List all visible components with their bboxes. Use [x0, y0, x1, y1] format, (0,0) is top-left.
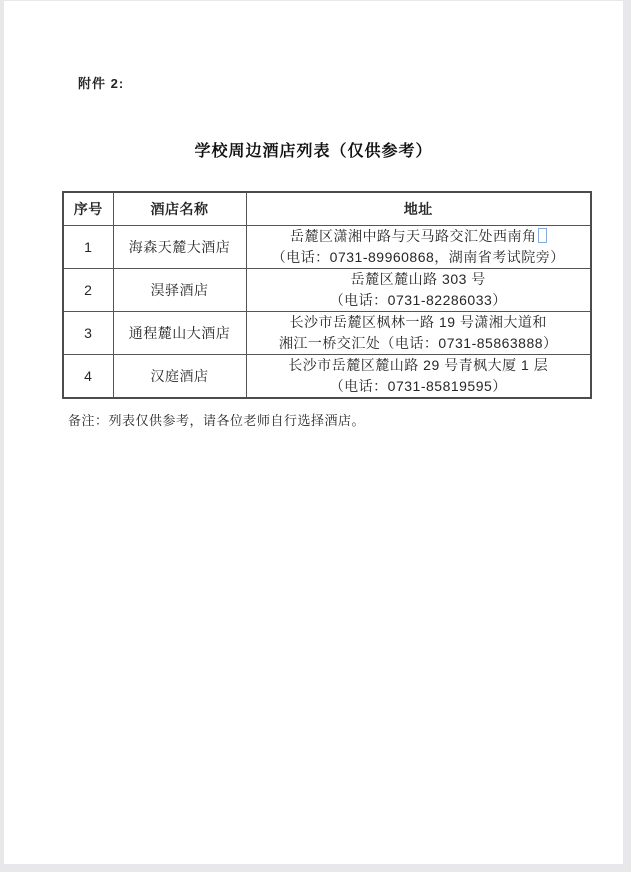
text-cursor-artifact	[538, 228, 547, 243]
cell-no: 3	[63, 311, 113, 354]
cell-no: 2	[63, 268, 113, 311]
cell-hotel-name: 通程麓山大酒店	[113, 311, 246, 354]
table-row	[63, 311, 591, 354]
address-text: 岳麓区麓山路 303 号	[350, 270, 486, 287]
cell-hotel-name: 海森天麓大酒店	[113, 225, 246, 268]
note-text: 备注：列表仅供参考，请各位老师自行选择酒店。	[68, 413, 366, 428]
cell-address	[246, 311, 591, 354]
address-text: 湘江一桥交汇处（电话：0731-85863888）	[278, 334, 558, 351]
address-line	[249, 355, 589, 376]
cell-no: 1	[63, 225, 113, 268]
cell-no: 4	[63, 354, 113, 398]
address-line	[249, 247, 589, 268]
page-title: 学校周边酒店列表（仅供参考）	[194, 143, 433, 160]
cell-hotel-name: 汉庭酒店	[113, 354, 246, 398]
address-text: 长沙市岳麓区麓山路 29 号青枫大厦 1 层	[288, 356, 549, 373]
address-line	[249, 312, 589, 333]
table-row	[63, 268, 591, 311]
table-header-row	[63, 192, 591, 225]
address-line	[249, 269, 589, 290]
address-line	[249, 290, 589, 311]
hotel-table	[62, 191, 592, 399]
document-page	[4, 1, 623, 864]
cell-address	[246, 225, 591, 268]
address-text: 长沙市岳麓区枫林一路 19 号潇湘大道和	[289, 313, 547, 330]
address-line	[249, 226, 589, 247]
address-text: （电话：0731-82286033）	[329, 291, 507, 308]
table-row	[63, 225, 591, 268]
cell-address	[246, 354, 591, 398]
address-text: （电话：0731-89960868，湖南省考试院旁）	[271, 248, 565, 265]
col-header-no: 序号	[63, 192, 113, 225]
col-header-address: 地址	[246, 192, 591, 225]
cell-address	[246, 268, 591, 311]
table-row	[63, 354, 591, 398]
address-line	[249, 376, 589, 397]
cell-hotel-name: 淏驿酒店	[113, 268, 246, 311]
address-line	[249, 333, 589, 354]
address-text: （电话：0731-85819595）	[329, 377, 507, 394]
attachment-label: 附件 2:	[78, 76, 125, 91]
col-header-hotel-name: 酒店名称	[113, 192, 246, 225]
address-text: 岳麓区潇湘中路与天马路交汇处西南角	[290, 227, 537, 244]
